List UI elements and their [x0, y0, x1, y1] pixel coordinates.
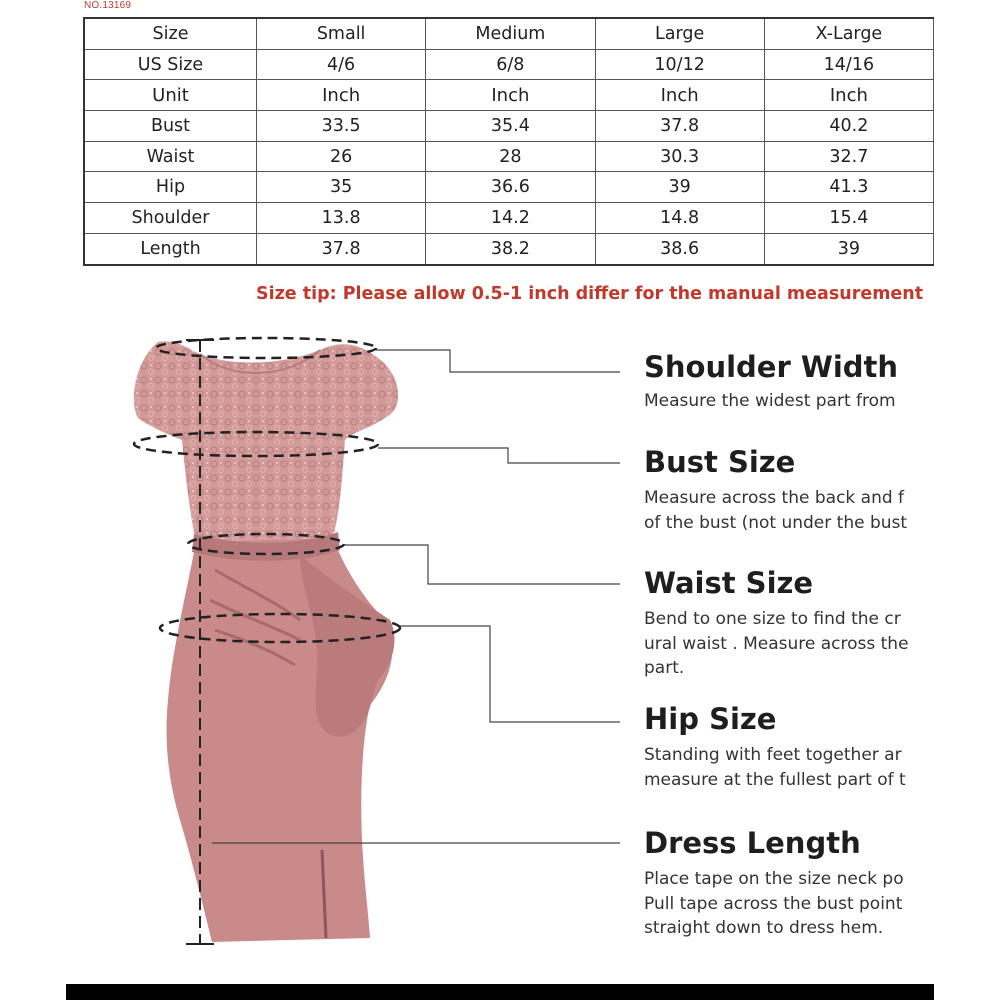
- measure-waist: [644, 565, 934, 681]
- size-table-row-label: Unit: [84, 80, 257, 111]
- bottom-bar: [66, 984, 934, 1000]
- measure-length: [644, 825, 934, 941]
- size-chart-table: [83, 17, 934, 266]
- measure-desc: Place tape on the size neck po Pull tape across the bust point straight down to dress hem.: [644, 869, 904, 938]
- size-table-row: [84, 111, 934, 142]
- dress-bodice: [134, 341, 398, 542]
- size-table-row-label: Waist: [84, 141, 257, 172]
- dress-illustration: [0, 320, 640, 960]
- size-table-cell: 38.2: [426, 233, 595, 264]
- measure-title: Shoulder Width: [644, 350, 899, 384]
- measure-desc: Bend to one size to find the cr ural waist . Measure across the part.: [644, 609, 909, 678]
- size-table-cell: 14/16: [764, 49, 933, 80]
- size-table-row: [84, 49, 934, 80]
- measure-desc: Measure across the back and f of the bust (not under the bust: [644, 488, 908, 533]
- size-table-cell: X-Large: [764, 18, 933, 49]
- measure-title: Hip Size: [644, 702, 777, 736]
- size-table-cell: 39: [764, 233, 933, 264]
- size-table-cell: 32.7: [764, 141, 933, 172]
- size-table-row: [84, 172, 934, 203]
- size-table-cell: 10/12: [595, 49, 764, 80]
- size-table-cell: Inch: [257, 80, 426, 111]
- size-table-cell: 35: [257, 172, 426, 203]
- measure-title: Dress Length: [644, 826, 861, 860]
- size-table-cell: 39: [595, 172, 764, 203]
- size-table-row-label: Hip: [84, 172, 257, 203]
- size-table-cell: Medium: [426, 18, 595, 49]
- size-table-row-label: Length: [84, 233, 257, 264]
- size-table-cell: 28: [426, 141, 595, 172]
- size-table-row: [84, 233, 934, 264]
- size-tip: Size tip: Please allow 0.5-1 inch differ for the manual measurement: [256, 284, 924, 304]
- measure-desc: Standing with feet together ar measure at the fullest part of t: [644, 745, 906, 790]
- size-table-cell: 13.8: [257, 203, 426, 234]
- size-table-cell: 38.6: [595, 233, 764, 264]
- measure-desc: Measure the widest part from: [644, 391, 896, 411]
- size-table-cell: 37.8: [257, 233, 426, 264]
- size-table-row-label: Size: [84, 18, 257, 49]
- size-table-row: [84, 141, 934, 172]
- size-table-cell: Inch: [595, 80, 764, 111]
- size-table-row: [84, 18, 934, 49]
- size-table-cell: 14.8: [595, 203, 764, 234]
- size-table-cell: 33.5: [257, 111, 426, 142]
- size-table-cell: 36.6: [426, 172, 595, 203]
- size-table-cell: 40.2: [764, 111, 933, 142]
- size-table-row: [84, 203, 934, 234]
- size-table-cell: 6/8: [426, 49, 595, 80]
- measure-shoulder: [644, 349, 934, 414]
- size-table-cell: 35.4: [426, 111, 595, 142]
- size-table-row-label: US Size: [84, 49, 257, 80]
- size-table-cell: Large: [595, 18, 764, 49]
- size-table-row-label: Bust: [84, 111, 257, 142]
- measure-title: Bust Size: [644, 445, 796, 479]
- size-table-cell: 4/6: [257, 49, 426, 80]
- size-table-cell: 14.2: [426, 203, 595, 234]
- size-table-cell: Inch: [426, 80, 595, 111]
- size-table-row: [84, 80, 934, 111]
- size-table-cell: 41.3: [764, 172, 933, 203]
- measure-title: Waist Size: [644, 566, 814, 600]
- size-table-cell: 37.8: [595, 111, 764, 142]
- size-table-cell: Small: [257, 18, 426, 49]
- size-table-cell: 30.3: [595, 141, 764, 172]
- product-number: NO.13169: [84, 0, 132, 11]
- size-table-cell: 26: [257, 141, 426, 172]
- measure-hip: [644, 701, 934, 792]
- measure-bust: [644, 444, 934, 535]
- size-table-cell: Inch: [764, 80, 933, 111]
- size-table-row-label: Shoulder: [84, 203, 257, 234]
- size-table-cell: 15.4: [764, 203, 933, 234]
